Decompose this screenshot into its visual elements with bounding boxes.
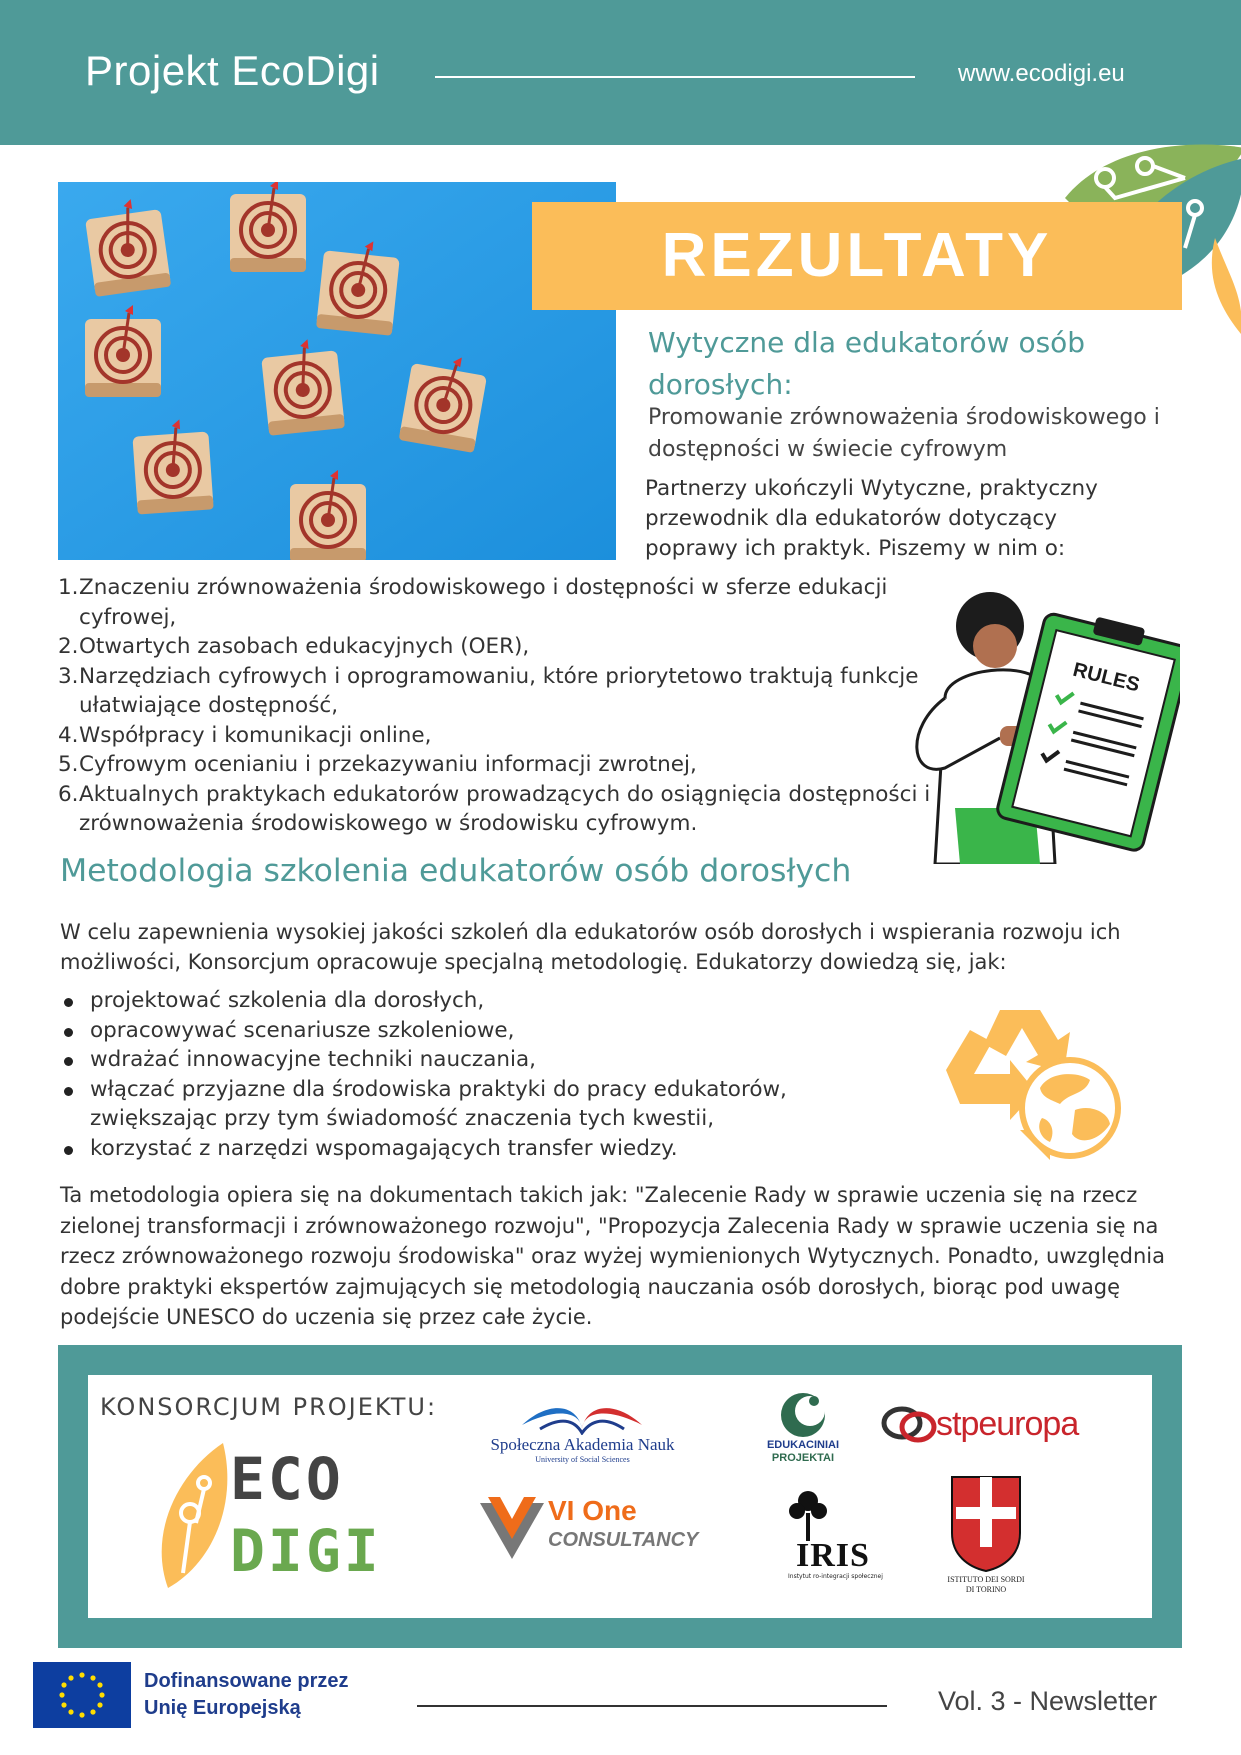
stpeuropa-logo: stpeuropa [878, 1401, 1098, 1451]
list-item: wdrażać innowacyjne techniki nauczania, [60, 1045, 920, 1075]
header-divider [435, 76, 915, 78]
list-item: korzystać z narzędzi wspomagających transfer wiedzy. [60, 1134, 920, 1164]
guidelines-intro: Partnerzy ukończyli Wytyczne, praktyczny przewodnik dla edukatorów dotyczący poprawy ich praktyk. Piszemy w nim o: [645, 476, 1098, 561]
list-item: 3. Narzędziach cyfrowych i oprogramowaniu, które priorytetowo traktują funkcje ułatwiające dostępność, [58, 663, 919, 718]
page-header [0, 0, 1241, 145]
methodology-intro: W celu zapewnienia wysokiej jakości szkoleń dla edukatorów osób dorosłych i wspierania rozwoju ich możliwości, Konsorcjum opracowuje specjalną metodologię. Edukatorzy dowiedzą się, jak: [60, 920, 1121, 974]
san-logo: Społeczna Akademia Nauk University of Social Sciences [470, 1389, 695, 1467]
istituto-sordi-torino-logo: ISTITUTO DEI SORDI DI TORINO [946, 1473, 1026, 1601]
list-item: 5. Cyfrowym ocenianiu i przekazywaniu informacji zwrotnej, [58, 752, 697, 777]
list-item: włączać przyjazne dla środowiska praktyki do pracy edukatorów, zwiększając przy tym świadomość znaczenia tych kwestii, [60, 1075, 920, 1134]
eu-funding-text: Dofinansowane przez Unię Europejską [144, 1670, 349, 1719]
footer-divider [417, 1705, 887, 1707]
methodology-closing: Ta metodologia opiera się na dokumentach takich jak: "Zalecenie Rady w sprawie uczenia się na rzecz zielonej transformacji i zrównoważonego rozwoju", "Propozycja Zalecenia Rady w sprawie uczenia się na rzecz zrównoważonego rozwoju środowiska" oraz wyżej wymienionych Wytycznych. Ponadto, uwzględnia dobre praktyki ekspertów zajmujących się metodologią nauczania osób dorosłych, biorąc pod uwagę podejście UNESCO do uczenia się przez całe życie. [60, 1183, 1165, 1329]
eu-flag-icon [33, 1662, 131, 1728]
newsletter-volume: Vol. 3 - Newsletter [938, 1686, 1158, 1716]
guidelines-subheading: Promowanie zrównoważenia środowiskowego i dostępności w świecie cyfrowym [648, 405, 1160, 462]
consortium-logos [88, 1375, 1152, 1618]
list-item: projektować szkolenia dla dorosłych, [60, 986, 920, 1016]
consortium-label: KONSORCJUM PROJEKTU: [100, 1393, 438, 1421]
guidelines-list [58, 573, 948, 839]
rules-illustration [905, 588, 1180, 864]
skills-list [60, 986, 920, 1163]
list-item: 4. Współpracy i komunikacji online, [58, 722, 432, 748]
recycle-globe-icon [940, 1000, 1125, 1170]
vione-consultancy-logo: VI One CONSULTANCY [478, 1489, 678, 1569]
results-banner-text: REZULTATY [661, 221, 1053, 290]
results-banner [532, 202, 1182, 310]
project-title: Projekt EcoDigi [85, 47, 380, 94]
edukaciniai-projektai-logo: EDUKACINIAI PROJEKTAI [758, 1389, 848, 1469]
list-item: 1. Znaczeniu zrównoważenia środowiskowego i dostępności w sferze edukacji cyfrowej, [58, 575, 888, 630]
website-link[interactable]: www.ecodigi.eu [958, 60, 1125, 87]
list-item: 2. Otwartych zasobach edukacyjnych (OER), [58, 634, 530, 659]
consortium-box [58, 1345, 1182, 1648]
list-item: 6. Aktualnych praktykach edukatorów prowadzących do osiągnięcia dostępności i zrównoważenia środowiskowego w środowisku cyfrowym. [58, 781, 931, 836]
ecodigi-logo: ECO DIGI [158, 1443, 358, 1593]
list-item: opracowywać scenariusze szkoleniowe, [60, 1016, 920, 1046]
methodology-heading: Metodologia szkolenia edukatorów osób dorosłych [60, 853, 852, 889]
iris-logo: IRIS Instytut ro-integracji społecznej [778, 1487, 893, 1587]
rules-text: RULES [1070, 658, 1142, 697]
guidelines-heading: Wytyczne dla edukatorów osób dorosłych: [648, 326, 1086, 401]
